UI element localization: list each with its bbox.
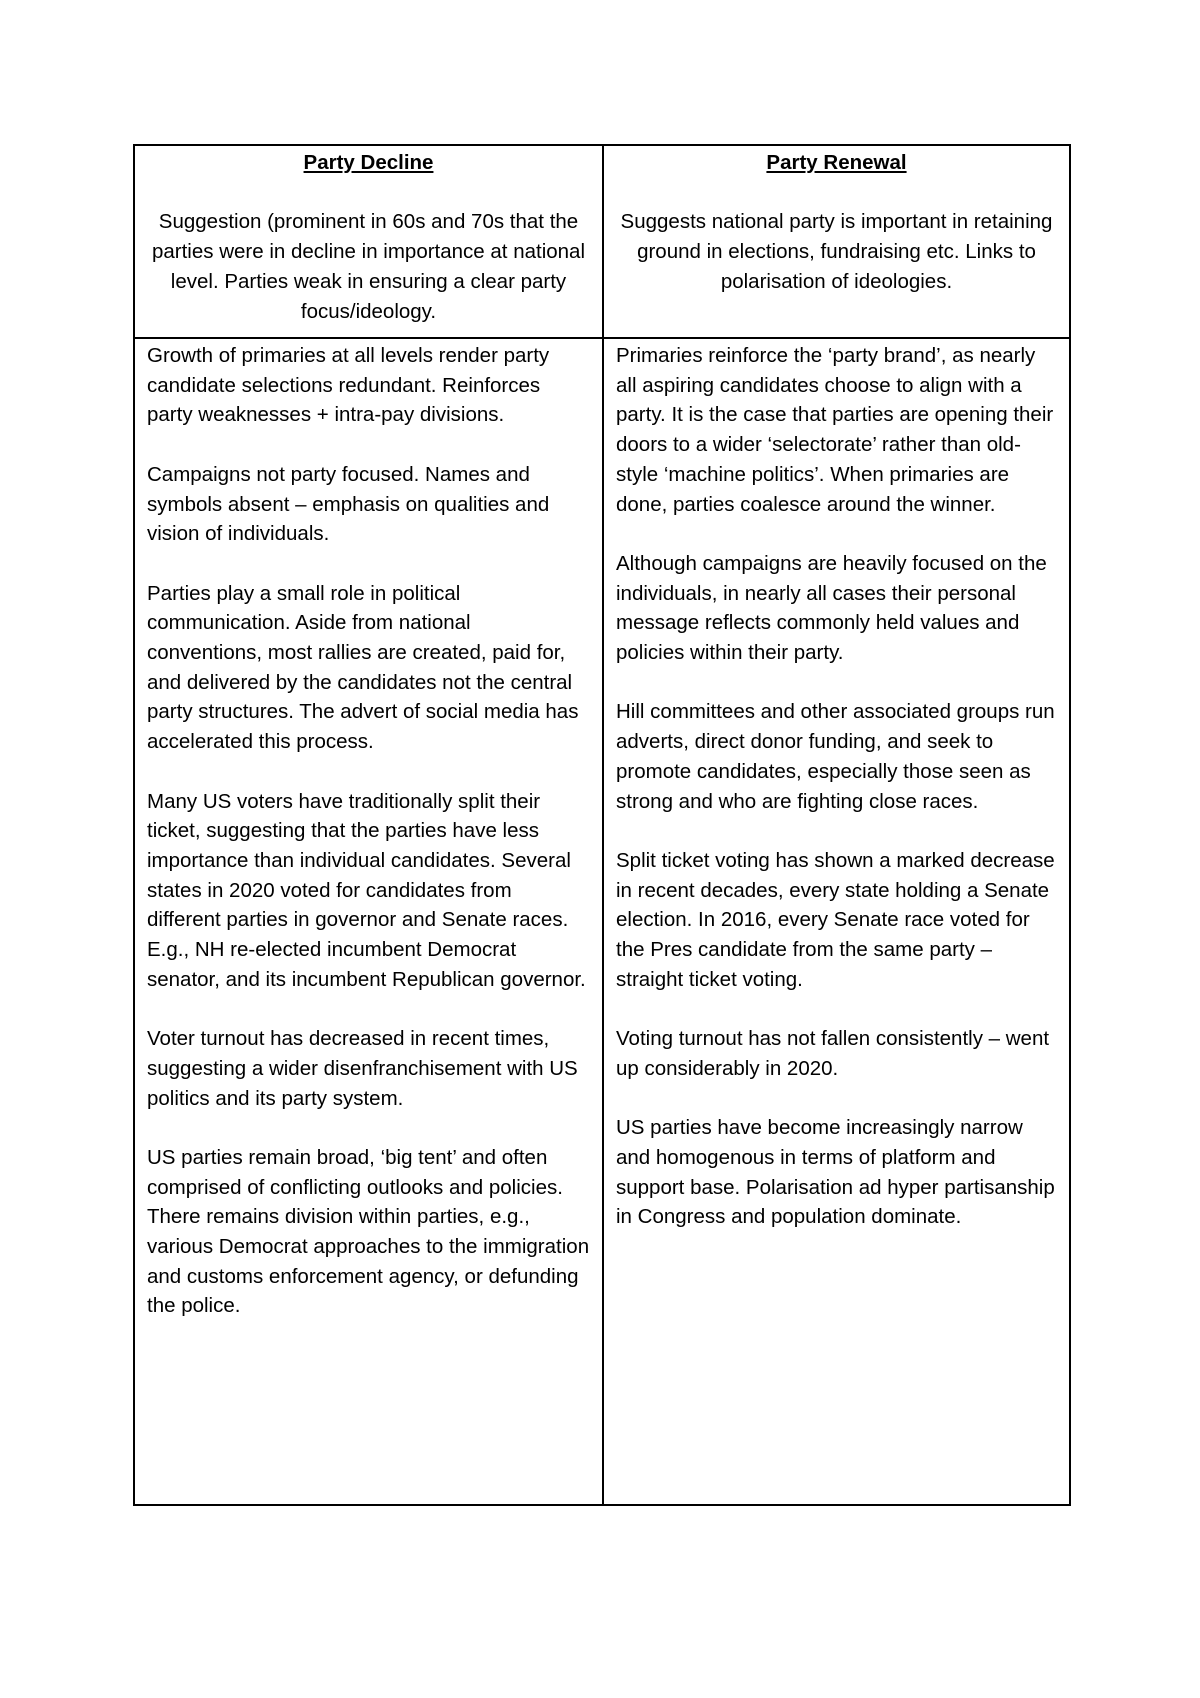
renewal-point-split-ticket: Split ticket voting has shown a marked decrease in recent decades, every state holding a Senate election. In 2016, every Senate race voted for the Pres candidate from the same party – straight ticket voting. [616,848,1055,991]
paragraph-gap [147,430,590,460]
header-spacer [612,178,1061,208]
party-renewal-points-cell [604,339,1069,1504]
paragraph-gap [147,994,590,1024]
party-decline-points-cell [135,339,604,1504]
decline-point-primaries: Growth of primaries at all levels render party candidate selections redundant. Reinforces party weaknesses + intra-pay divisions. [147,344,550,427]
renewal-point-turnout: Voting turnout has not fallen consistently – went up considerably in 2020. [616,1027,1050,1080]
decline-point-turnout: Voter turnout has decreased in recent times, suggesting a wider disenfranchisement with US politics and its party system. [147,1027,578,1110]
renewal-point-primaries: Primaries reinforce the ‘party brand’, as nearly all aspiring candidates choose to align with a party. It is the case that parties are opening their doors to a wider ‘selectorate’ rather than old-style ‘machine politics’. When primaries are done, parties coalesce around the winner. [616,344,1054,516]
paragraph-gap [616,668,1057,698]
party-renewal-title: Party Renewal [766,151,907,174]
renewal-point-campaigns: Although campaigns are heavily focused on the individuals, in nearly all cases their personal message reflects commonly held values and policies within their party. [616,551,1047,665]
decline-point-split-ticket: Many US voters have traditionally split their ticket, suggesting that the parties have less importance than individual candidates. Several states in 2020 voted for candidates from different parties in governor and Senate races. E.g., NH re-elected incumbent Democrat senator, and its incumbent Republican governor. [147,789,586,991]
paragraph-gap [616,994,1057,1024]
party-decline-summary: Suggestion (prominent in 60s and 70s that the parties were in decline in importance at national level. Parties weak in ensuring a clear party focus/ideology. [151,210,586,323]
decline-point-communication: Parties play a small role in political communication. Aside from national conventions, most rallies are created, paid for, and delivered by the candidates not the central party structures. The advert of social media has accelerated this process. [147,581,579,754]
party-decline-header-cell [135,146,604,339]
renewal-point-polarisation: US parties have become increasingly narrow and homogenous in terms of platform and support base. Polarisation ad hyper partisanship in Congress and population dominate. [616,1116,1055,1229]
paragraph-gap [147,1113,590,1143]
decline-point-campaigns: Campaigns not party focused. Names and symbols absent – emphasis on qualities and vision of individuals. [147,462,550,546]
paragraph-gap [147,757,590,787]
party-renewal-summary: Suggests national party is important in retaining ground in elections, fundraising etc. Links to polarisation of ideologies. [620,210,1053,293]
paragraph-gap [147,549,590,579]
renewal-point-hill-committees: Hill committees and other associated groups run adverts, direct donor funding, and seek to promote candidates, especially those seen as strong and who are fighting close races. [616,700,1055,813]
paragraph-gap [616,519,1057,549]
comparison-table [133,144,1071,1506]
decline-point-big-tent: US parties remain broad, ‘big tent’ and often comprised of conflicting outlooks and policies. There remains division within parties, e.g., various Democrat approaches to the immigration and customs enforcement agency, or defunding the police. [147,1145,590,1318]
party-renewal-header-cell [604,146,1069,339]
party-decline-title: Party Decline [303,151,434,174]
paragraph-gap [616,816,1057,846]
header-spacer [143,178,594,208]
paragraph-gap [616,1084,1057,1114]
